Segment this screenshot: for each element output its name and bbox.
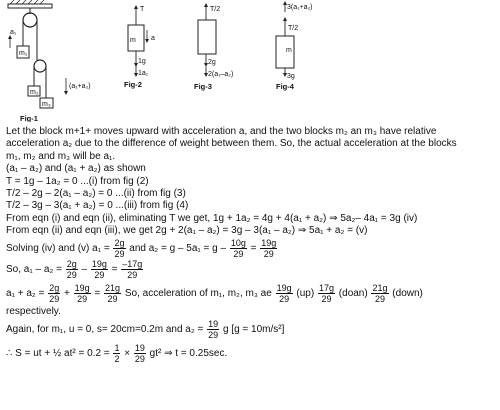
frac-den: 29 (94, 269, 105, 280)
minus-sign: – (81, 263, 88, 275)
fig3-acc-label: 2(a₁–a₂) (208, 71, 234, 78)
equals-sign: = (250, 242, 257, 254)
fig3-g-label: 2g (208, 59, 216, 66)
frac-num: –17g (122, 258, 143, 269)
fig1-m1-label: m₁ (19, 50, 28, 57)
frac-num: 21g (372, 282, 388, 293)
frac-a1 (113, 238, 125, 259)
solution-text (6, 126, 496, 366)
equation-iv: From eqn (i) and eqn (ii), eliminating T we get, 1g + 1a₂ = 4g + 4(a₁ + a₂) ⇒ 5a₂– 4a₁ = 3g (iv) (6, 212, 418, 224)
frac-19-29 (207, 319, 219, 340)
frac-num: 2g (49, 282, 60, 293)
frac-den: 2 (114, 353, 120, 364)
frac-den: 29 (134, 353, 145, 364)
fig4-free-body (276, 1, 313, 91)
fig4-m-label: m (286, 47, 292, 54)
para-line-4: (a₁ – a₂) and (a₁ + a₂) as shown (6, 163, 146, 175)
doan-label: (doan) (338, 287, 368, 299)
frac-den: 29 (66, 269, 77, 280)
frac-19g (74, 283, 91, 304)
figures-panel (0, 0, 500, 122)
fig1-rel-label: (a₁+a₂) (69, 83, 91, 90)
final-line (6, 342, 496, 366)
so-lead: So, a₁ – a₂ = (6, 263, 62, 275)
fig2-free-body (124, 5, 155, 89)
fig2-caption: Fig-2 (124, 80, 142, 89)
final-lead: ∴ S = ut + ½ at² = 0.2 = (6, 348, 110, 360)
frac-21g (104, 283, 121, 304)
frac-den: 29 (49, 293, 60, 304)
plus-sign: + (63, 287, 70, 299)
frac-den: 29 (114, 248, 125, 259)
frac-19-29 (134, 343, 146, 364)
fig2-a1-label: 1a₁ (138, 70, 149, 77)
frac-den: 29 (374, 293, 385, 304)
up-label: (up) (296, 287, 315, 299)
fig1-pulley-system (8, 0, 91, 122)
fig1-ceiling (8, 4, 52, 8)
frac-num: 2g (114, 237, 125, 248)
frac-num: 19g (74, 282, 90, 293)
frac-2g (48, 283, 60, 304)
fig3-caption: Fig-3 (194, 82, 212, 91)
fig4-T-label: T/2 (288, 25, 299, 32)
fig3-free-body (194, 3, 233, 91)
sum-line (6, 282, 496, 306)
frac-half (113, 343, 120, 364)
fig1-m3-label: m₃ (42, 101, 51, 108)
fig1-a1-label: a₁ (10, 29, 17, 36)
solving-mid: and a₂ = g – 5a₁ = g – (129, 242, 227, 254)
fig4-g-label: 3g (287, 73, 295, 80)
fig4-top-label: 3(a₁+a₂) (287, 4, 313, 11)
times-sign: × (124, 348, 131, 360)
frac-den: 29 (77, 293, 88, 304)
solving-line (6, 238, 496, 258)
frac-num: 19 (134, 342, 145, 353)
frac-10g (230, 238, 247, 259)
frac-19g (91, 259, 108, 280)
frac-den: 29 (208, 329, 219, 340)
frac-den: 29 (233, 248, 244, 259)
fig4-caption: Fig-4 (276, 82, 294, 91)
fig3-block (198, 20, 216, 54)
frac-num: 1 (114, 342, 120, 353)
para-line-3: m₁, m₂ and m₃ will be a₁. (6, 150, 116, 162)
frac-neg17g (121, 259, 143, 280)
para-line-2: acceleration a₂ due to the difference of weight between them. So, the actual acceleration at the blocks (6, 138, 457, 150)
equals-sign: = (94, 287, 101, 299)
equation-ii: T/2 – 2g – 2(a₁ – a₂) = 0 ...(ii) from fig (3) (6, 188, 186, 200)
fig1-m2-label: m₂ (30, 89, 39, 96)
frac-den: 29 (321, 293, 332, 304)
fig3-T-label: T/2 (210, 6, 221, 13)
fig2-a-label: a (151, 35, 155, 42)
again-tail: g [g = 10m/s²] (222, 324, 285, 336)
down-label: (down) (392, 287, 423, 299)
fig1-top-pulley (23, 13, 37, 27)
frac-down (371, 283, 388, 304)
equation-iii: T/2 – 3g – 3(a₁ + a₂) = 0 ...(iii) from fig (4) (6, 200, 189, 212)
fig2-g-label: 1g (138, 58, 146, 65)
para-line-1: Let the block m+1+ moves upward with acceleration a, and the two blocks m₂ an m₃ have relative (6, 126, 437, 137)
fig2-m-label: m (130, 37, 136, 44)
fig1-lower-pulley (34, 60, 46, 72)
frac-num: 19g (276, 282, 292, 293)
figures-svg (0, 0, 500, 122)
equation-v: From eqn (ii) and eqn (iii), we get 2g + 2(a₁ – a₂) = 3g – 3(a₁ – a₂) ⇒ 5a₁ + a₂ = (v) (6, 225, 368, 237)
frac-num: 10g (230, 237, 246, 248)
again-line (6, 318, 496, 342)
frac-num: 2g (66, 258, 77, 269)
equation-i: T = 1g – 1a₂ = 0 ...(i) from fig (2) (6, 175, 149, 187)
final-tail: gt² ⇒ t = 0.25sec. (149, 348, 228, 360)
sum-mid: So, acceleration of m₁, m₂, m₃ ae (124, 287, 272, 299)
frac-num: 19 (208, 318, 219, 329)
equals-sign: = (111, 263, 118, 275)
frac-den: 29 (127, 269, 138, 280)
frac-num: 19g (91, 258, 107, 269)
frac-doan (318, 283, 335, 304)
sum-lead: a₁ + a₂ = (6, 287, 45, 299)
frac-num: 21g (105, 282, 121, 293)
again-lead: Again, for m₁, u = 0, s= 20cm=0.2m and a₂ = (6, 324, 204, 336)
fig1-caption: Fig-1 (20, 114, 38, 122)
frac-den: 29 (107, 293, 118, 304)
frac-2g (66, 259, 78, 280)
solving-lead: Solving (iv) and (v) a₁ = (6, 242, 110, 254)
difference-line (6, 258, 496, 282)
frac-num: 19g (261, 237, 277, 248)
frac-den: 29 (279, 293, 290, 304)
respectively-line: respectively. (6, 305, 61, 317)
fig2-T-label: T (140, 6, 145, 13)
frac-up (276, 283, 293, 304)
frac-den: 29 (263, 248, 274, 259)
frac-19g (260, 238, 277, 259)
frac-num: 17g (318, 282, 335, 293)
